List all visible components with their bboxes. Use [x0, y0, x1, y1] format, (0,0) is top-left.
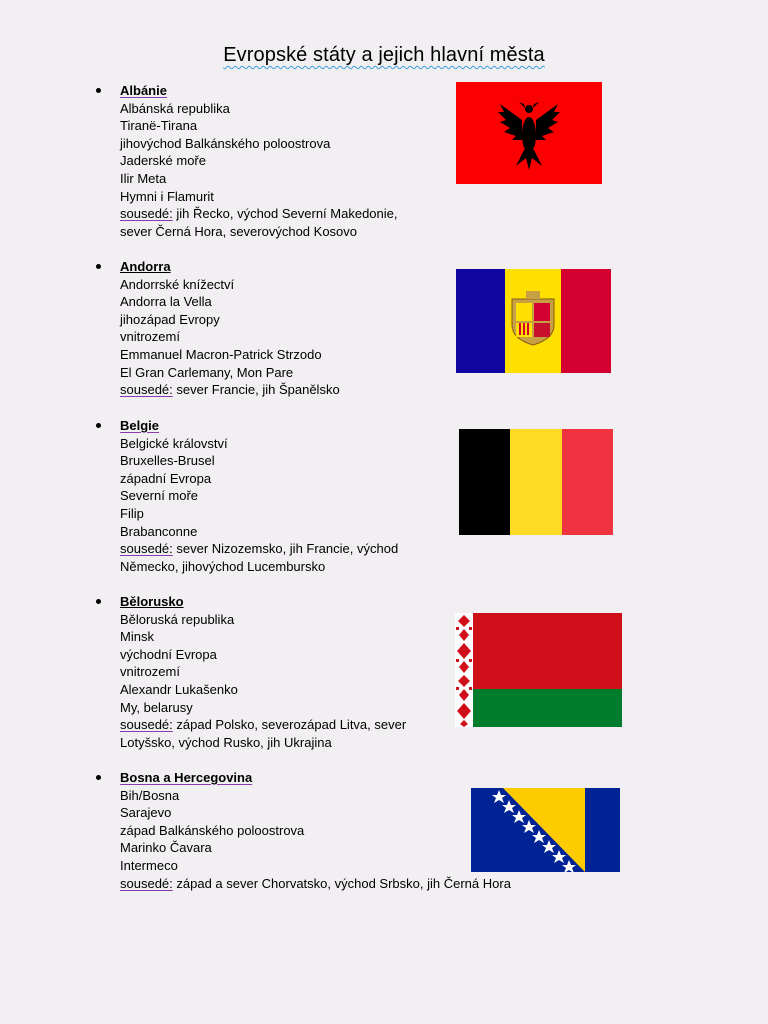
document-title [0, 44, 768, 67]
country-name: Bosna a Hercegovina [120, 770, 253, 785]
official-name: Belgické království [120, 435, 228, 451]
official-name: Běloruská republika [120, 611, 235, 627]
location: západní Evropa [120, 470, 212, 486]
capital: Minsk [120, 629, 154, 645]
location: západ Balkánského poloostrova [120, 822, 305, 838]
official-name: Albánská republika [120, 100, 230, 116]
country-name: Albánie [120, 83, 167, 98]
head-of-state: Ilir Meta [120, 170, 167, 186]
head-of-state: Emmanuel Macron-Patrick Strzodo [120, 346, 322, 362]
bullet-icon [96, 423, 101, 428]
neighbors-label: sousedé: [120, 875, 173, 891]
country-name: Belgie [120, 418, 160, 433]
neighbors-text: západ Polsko, severozápad Litva, sever [172, 717, 407, 733]
country-name: Bělorusko [120, 594, 184, 609]
sea: vnitrozemí [120, 664, 180, 680]
country-name: Andorra [120, 259, 171, 274]
neighbors-label: sousedé: [120, 541, 173, 557]
albania-flag [456, 82, 602, 184]
neighbors-label: sousedé: [120, 206, 173, 222]
head-of-state: Alexandr Lukašenko [120, 681, 238, 697]
neighbors-label: sousedé: [120, 717, 173, 733]
belgium-flag [459, 429, 613, 535]
neighbors-text: Německo, jihovýchod Lucembursko [120, 558, 326, 574]
neighbors-text: sever Francie, jih Španělsko [172, 382, 340, 398]
head-of-state: Filip [120, 505, 144, 521]
official-name: Bih/Bosna [120, 787, 180, 803]
bosnia-flag [471, 788, 620, 872]
neighbors-text: sever Černá Hora, severovýchod Kosovo [120, 223, 358, 239]
bullet-icon [96, 88, 101, 93]
location: jihozápad Evropy [120, 311, 220, 327]
neighbors-text: západ a sever Chorvatsko, východ Srbsko, jih Černá Hora [172, 875, 511, 891]
location: jihovýchod Balkánského poloostrova [120, 135, 331, 151]
capital: Tiranë-Tirana [120, 118, 198, 134]
neighbors-text: Lotyšsko, východ Rusko, jih Ukrajina [120, 734, 332, 750]
sea: Jaderské moře [120, 153, 206, 169]
neighbors-text: jih Řecko, východ Severní Makedonie, [172, 206, 398, 222]
anthem: Intermeco [120, 857, 178, 873]
capital: Bruxelles-Brusel [120, 453, 215, 469]
bullet-icon [96, 264, 101, 269]
bullet-icon [96, 599, 101, 604]
bullet-icon [96, 775, 101, 780]
anthem: Brabanconne [120, 523, 198, 539]
capital: Andorra la Vella [120, 294, 212, 310]
anthem: My, belarusy [120, 699, 193, 715]
belarus-flag [455, 613, 622, 727]
sea: Severní moře [120, 488, 199, 504]
location: východní Evropa [120, 646, 217, 662]
anthem: Hymni i Flamurit [120, 188, 214, 204]
neighbors-label: sousedé: [120, 382, 173, 398]
neighbors-text: sever Nizozemsko, jih Francie, východ [172, 541, 399, 557]
sea: vnitrozemí [120, 329, 180, 345]
official-name: Andorrské knížectví [120, 276, 235, 292]
document-title-text: Evropské státy a jejich hlavní města [223, 44, 545, 66]
capital: Sarajevo [120, 805, 172, 821]
head-of-state: Marinko Čavara [120, 840, 212, 856]
andorra-flag [456, 269, 611, 373]
anthem: El Gran Carlemany, Mon Pare [120, 364, 294, 380]
